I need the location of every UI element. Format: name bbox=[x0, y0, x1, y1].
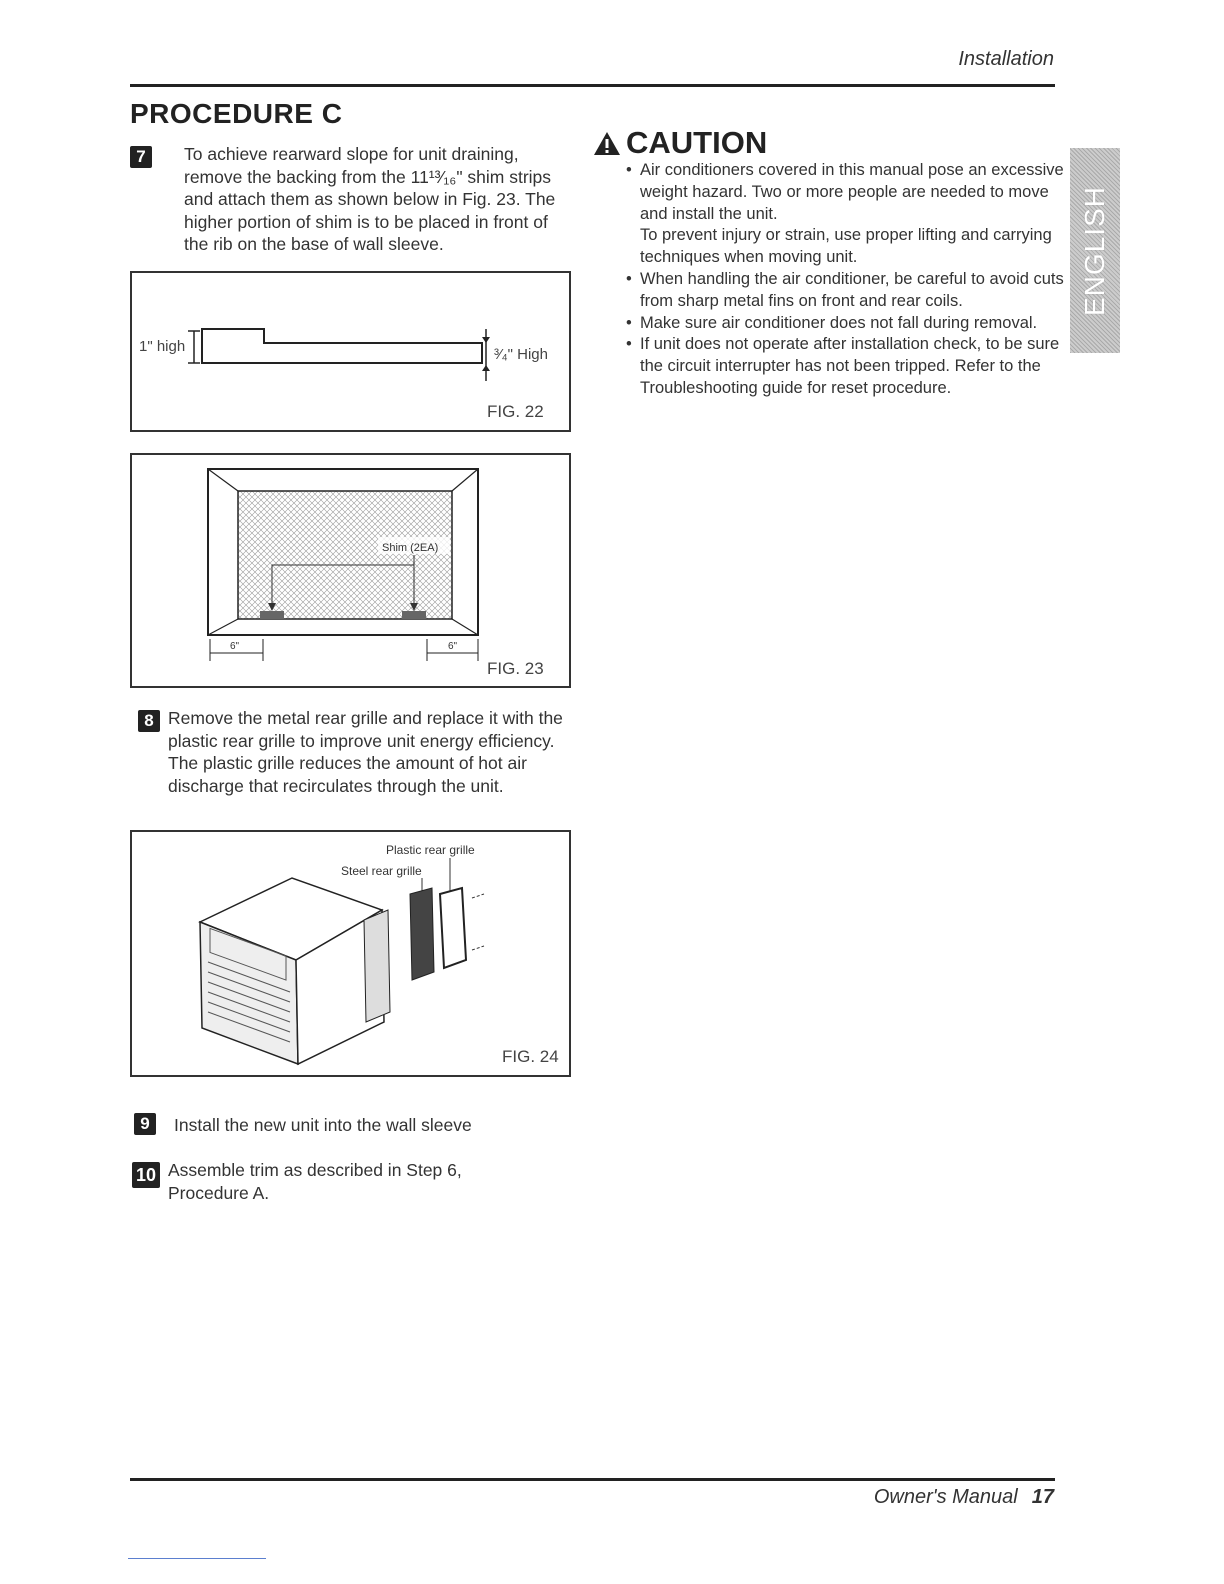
fig23-left-dim: 6" bbox=[230, 641, 240, 652]
page-number: 17 bbox=[1031, 1486, 1054, 1508]
step-7-badge: 7 bbox=[130, 146, 152, 168]
language-tab-label: ENGLISH bbox=[1079, 185, 1110, 316]
fig23-shim-label: Shim (2EA) bbox=[382, 542, 439, 554]
language-tab bbox=[1070, 148, 1120, 353]
air-conditioner-grille-diagram bbox=[132, 832, 569, 1075]
step-8-text: Remove the metal rear grille and replace it with the plastic rear grille to improve unit energy efficiency. The plastic grille reduces the amount of hot air discharge that recirculates through the unit. bbox=[168, 708, 563, 796]
procedure-title: PROCEDURE C bbox=[130, 98, 343, 129]
fig23-right-dim: 6" bbox=[448, 641, 458, 652]
figure-23 bbox=[130, 453, 571, 688]
figure-24 bbox=[130, 830, 571, 1077]
step-10-badge: 10 bbox=[132, 1162, 160, 1188]
caution-item: • When handling the air conditioner, be careful to avoid cuts from sharp metal fins on front and rear coils. bbox=[624, 269, 1064, 313]
link-underline bbox=[128, 1558, 266, 1559]
fig22-label: FIG. 22 bbox=[487, 402, 544, 421]
fig24-label: FIG. 24 bbox=[502, 1047, 559, 1066]
figure-22 bbox=[130, 271, 571, 432]
fig22-left-dimension: 1" high bbox=[139, 338, 186, 355]
caution-item: • If unit does not operate after installation check, to be sure the circuit interrupter has not been tripped. Refer to the Troubleshooting guide for reset procedure. bbox=[624, 334, 1064, 399]
fig24-steel-label: Steel rear grille bbox=[341, 864, 422, 878]
fig24-plastic-label: Plastic rear grille bbox=[386, 843, 475, 857]
fig22-right-dimension: ³⁄₄" High bbox=[494, 346, 548, 363]
header-rule bbox=[130, 84, 1055, 87]
step-9-text: Install the new unit into the wall sleeve bbox=[174, 1115, 472, 1135]
caution-item: • Air conditioners covered in this manual pose an excessive weight hazard. Two or more people are needed to move and install the unit. To prevent injury or strain, use proper lifting and carrying techniques when moving unit. bbox=[624, 160, 1064, 269]
wall-sleeve-diagram bbox=[132, 455, 569, 686]
shim-profile-diagram bbox=[132, 273, 569, 430]
step-10-text: Assemble trim as described in Step 6, Procedure A. bbox=[168, 1160, 462, 1203]
section-header: Installation bbox=[958, 48, 1054, 70]
footer bbox=[874, 1486, 1054, 1509]
fig23-label: FIG. 23 bbox=[487, 659, 544, 678]
caution-title: CAUTION bbox=[626, 125, 768, 160]
footer-title: Owner's Manual bbox=[873, 1486, 1018, 1508]
caution-item: • Make sure air conditioner does not fall during removal. bbox=[624, 313, 1064, 335]
warning-triangle-icon bbox=[592, 129, 622, 157]
caution-list bbox=[624, 160, 1064, 400]
step-7-text: To achieve rearward slope for unit draining, remove the backing from the 11¹³⁄₁₆" shim strips and attach them as shown below in Fig. 23. The higher portion of shim is to be placed in front of the rib on the base of wall sleeve. bbox=[184, 144, 556, 254]
footer-rule bbox=[130, 1478, 1055, 1481]
caution-heading bbox=[592, 125, 767, 161]
step-8-badge: 8 bbox=[138, 710, 160, 732]
step-9-badge: 9 bbox=[134, 1113, 156, 1135]
